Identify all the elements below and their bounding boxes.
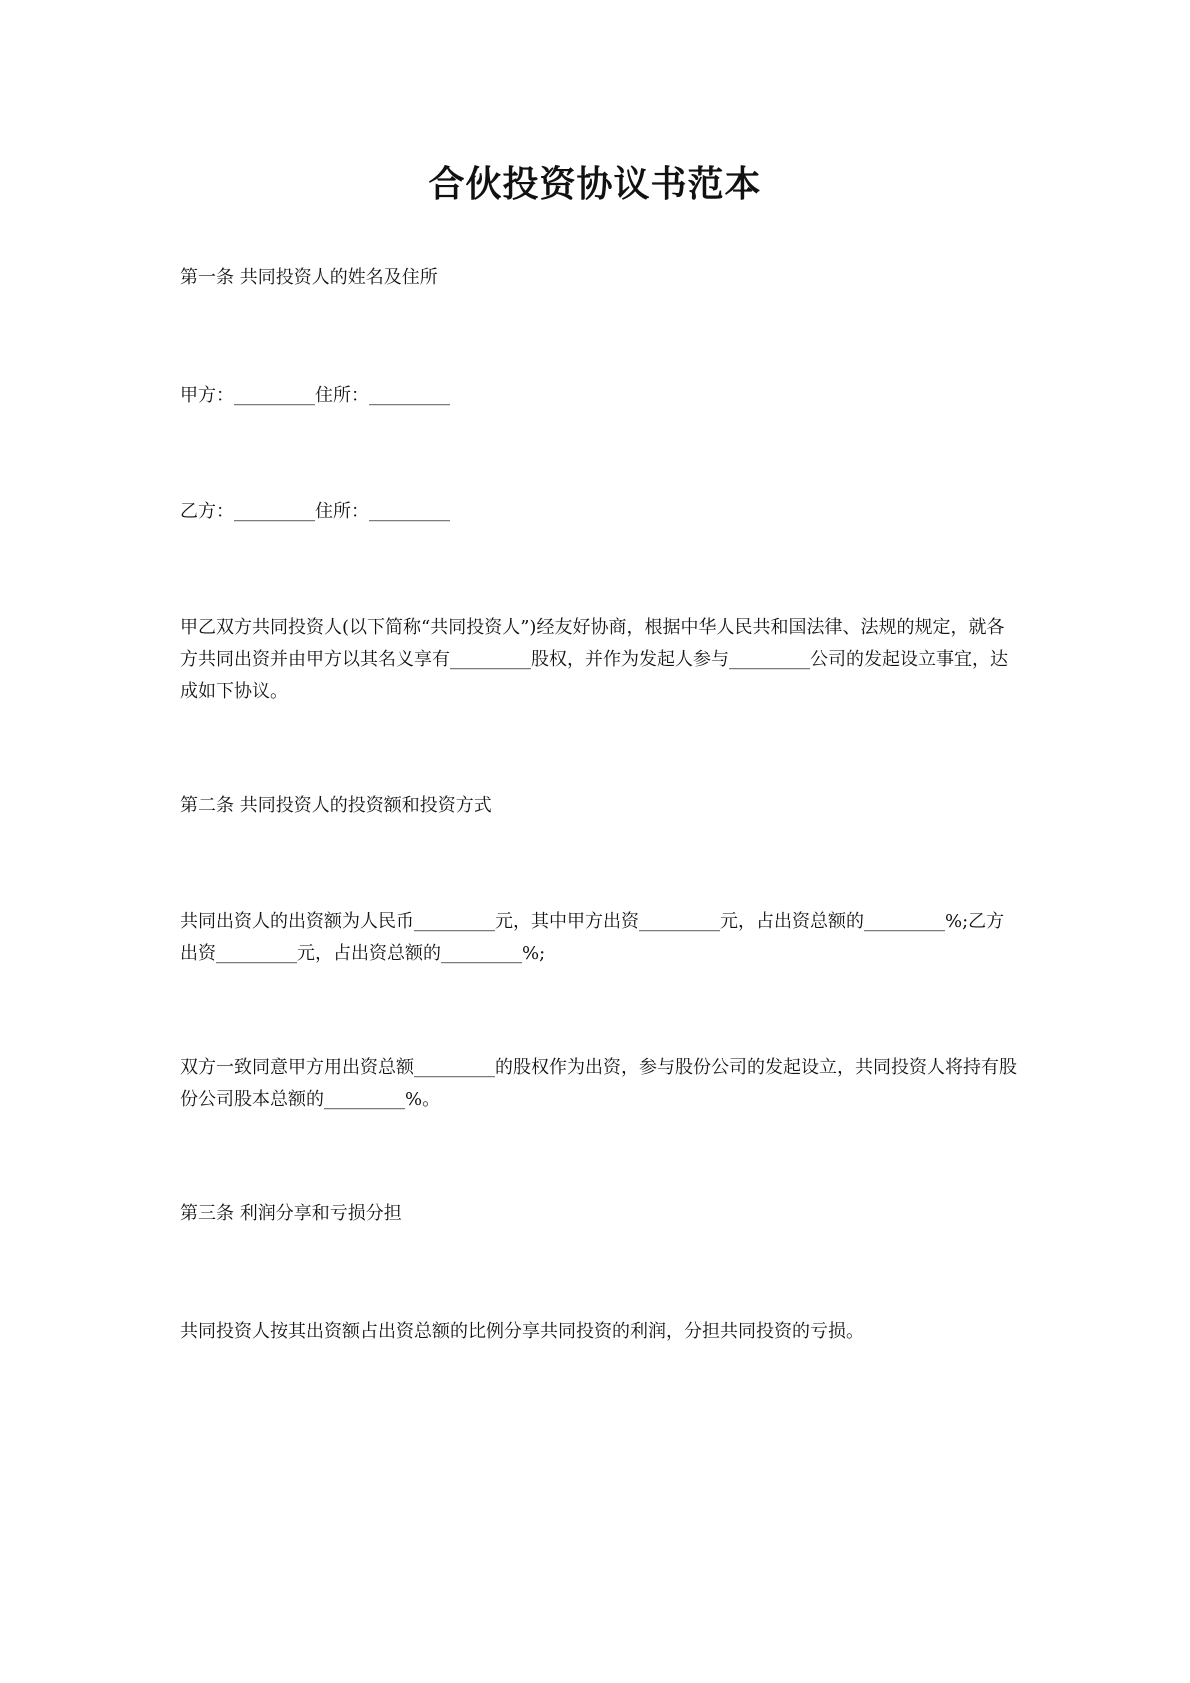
document-title: 合伙投资协议书范本 — [428, 163, 762, 205]
article-2-heading: 第二条 共同投资人的投资额和投资方式 — [180, 795, 492, 816]
article-2-paragraph-2: 双方一致同意甲方用出资总额_________的股权作为出资，参与股份公司的发起设立，共同投资人将持有股份公司股本总额的_________%。 — [180, 1057, 1017, 1110]
preamble-paragraph: 甲乙双方共同投资人(以下简称“共同投资人”)经友好协商，根据中华人民共和国法律、法规的规定，就各方共同出资并由甲方以其名义享有_________股权，并作为发起人参与_________公司的发起设立事宜，达成如下协议。 — [180, 617, 1008, 702]
article-2-paragraph-1: 共同出资人的出资额为人民币_________元，其中甲方出资_________元，占出资总额的_________%;乙方出资_________元，占出资总额的_________%; — [180, 911, 1005, 964]
article-3-heading: 第三条 利润分享和亏损分担 — [180, 1203, 402, 1224]
article-1-heading: 第一条 共同投资人的姓名及住所 — [180, 267, 438, 288]
party-b-line: 乙方：_________住所：_________ — [180, 501, 450, 522]
article-3-paragraph-1: 共同投资人按其出资额占出资总额的比例分享共同投资的利润，分担共同投资的亏损。 — [180, 1321, 864, 1342]
party-a-line: 甲方：_________住所：_________ — [180, 385, 450, 406]
